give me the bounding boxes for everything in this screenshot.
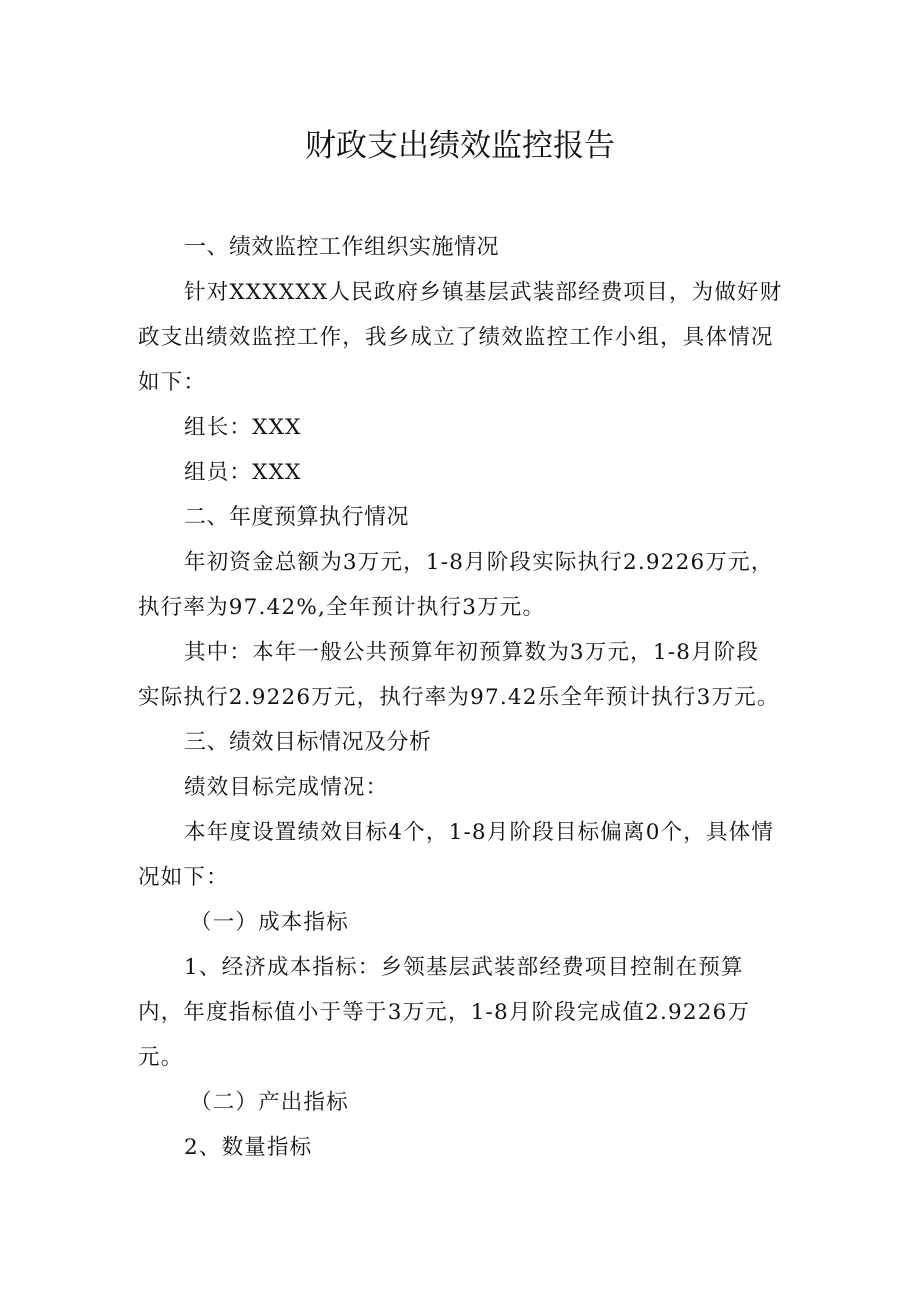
paragraph-line: 况如下： <box>138 865 229 890</box>
paragraph-line: 元。 <box>138 1045 184 1070</box>
paragraph-line: 如下： <box>138 370 207 395</box>
paragraph-line: 政支出绩效监控工作，我乡成立了绩效监控工作小组，具体情况 <box>138 325 774 350</box>
section-heading-3: 三、绩效目标情况及分析 <box>184 730 432 755</box>
document-body <box>138 225 788 1170</box>
section-heading-1: 一、绩效监控工作组织实施情况 <box>184 235 500 260</box>
paragraph-line: 绩效目标完成情况： <box>184 775 389 800</box>
subsection-heading-cost: （一）成本指标 <box>190 910 349 935</box>
team-leader-line: 组长：XXX <box>184 415 302 440</box>
paragraph-line: 其中：本年一般公共预算年初预算数为3万元，1-8月阶段 <box>184 640 760 665</box>
paragraph-line: 年初资金总额为3万元，1-8月阶段实际执行2.9226万元， <box>184 550 774 575</box>
paragraph-line: 2、数量指标 <box>184 1135 313 1160</box>
team-member-line: 组员：XXX <box>184 460 302 485</box>
document-title: 财政支出绩效监控报告 <box>305 128 615 164</box>
subsection-heading-output: （二）产出指标 <box>190 1090 349 1115</box>
section-heading-2: 二、年度预算执行情况 <box>184 505 410 530</box>
paragraph-line: 实际执行2.9226万元，执行率为97.42乐全年预计执行3万元。 <box>138 685 780 710</box>
paragraph-line: 本年度设置绩效目标4个，1-8月阶段目标偏离0个，具体情 <box>184 820 775 845</box>
paragraph-line: 针对XXXXXX人民政府乡镇基层武装部经费项目，为做好财 <box>184 280 783 305</box>
paragraph-line: 内，年度指标值小于等于3万元，1-8月阶段完成值2.9226万 <box>138 1000 751 1025</box>
paragraph-line: 执行率为97.42%,全年预计执行3万元。 <box>138 595 546 620</box>
paragraph-line: 1、经济成本指标：乡领基层武装部经费项目控制在预算 <box>184 955 744 980</box>
